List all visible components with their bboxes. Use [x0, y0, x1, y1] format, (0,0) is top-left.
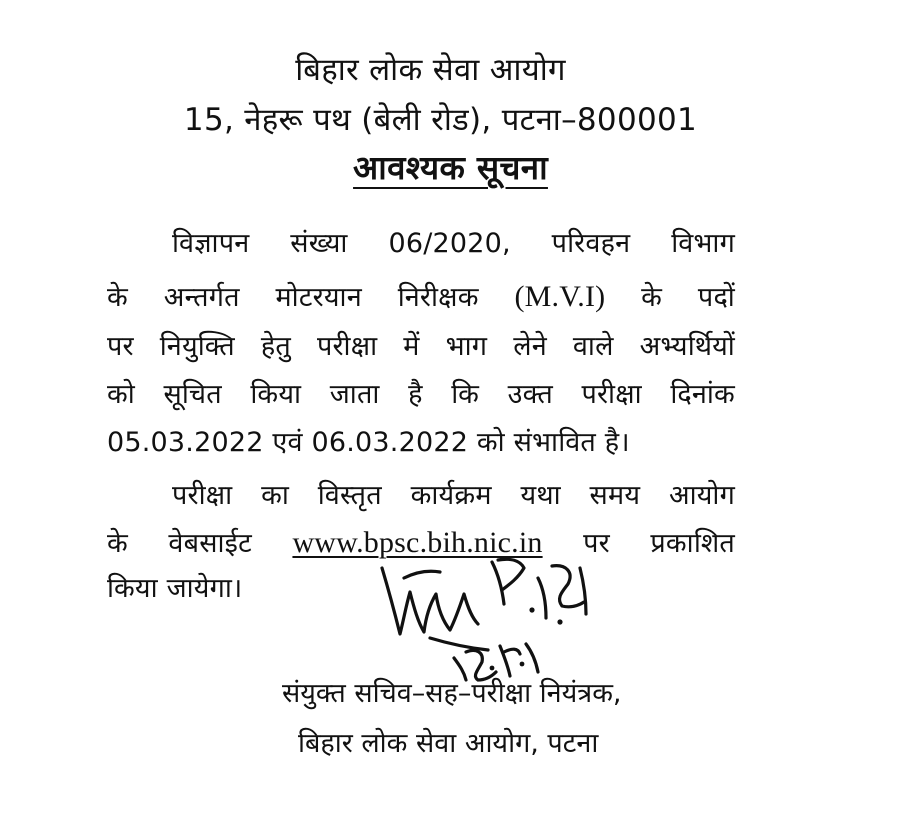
- organization-name: बिहार लोक सेवा आयोग: [295, 52, 566, 88]
- handwritten-signature: [360, 548, 600, 688]
- para1-line3: पर नियुक्ति हेतु परीक्षा में भाग लेने वाले अभ्यर्थियों: [107, 331, 735, 362]
- notice-title: आवश्यक सूचना: [353, 148, 548, 187]
- para1-line4: को सूचित किया जाता है कि उक्त परीक्षा दिनांक: [107, 379, 735, 410]
- para2-line2-pre: के वेबसाईट: [107, 528, 252, 559]
- organization-address: 15, नेहरू पथ (बेली रोड), पटना–800001: [183, 102, 698, 138]
- para1-line2-post: के पदों: [641, 282, 735, 313]
- para1-line2-pre: के अन्तर्गत मोटरयान निरीक्षक: [107, 282, 479, 313]
- signatory-designation: संयुक्त सचिव–सह–परीक्षा नियंत्रक,: [282, 678, 622, 709]
- website-link[interactable]: www.bpsc.bih.nic.in: [292, 526, 543, 559]
- para2-line3: किया जायेगा।: [107, 573, 243, 604]
- para1-line1: विज्ञापन संख्या 06/2020, परिवहन विभाग: [172, 228, 735, 259]
- para1-line2: [107, 277, 735, 318]
- para1-line5: 05.03.2022 एवं 06.03.2022 को संभावित है।: [107, 427, 630, 458]
- signatory-organization: बिहार लोक सेवा आयोग, पटना: [298, 728, 599, 759]
- para2-line1: परीक्षा का विस्तृत कार्यक्रम यथा समय आयोग: [172, 480, 735, 511]
- para2-line2-post: पर प्रकाशित: [583, 528, 735, 559]
- post-abbreviation: (M.V.I): [514, 280, 606, 313]
